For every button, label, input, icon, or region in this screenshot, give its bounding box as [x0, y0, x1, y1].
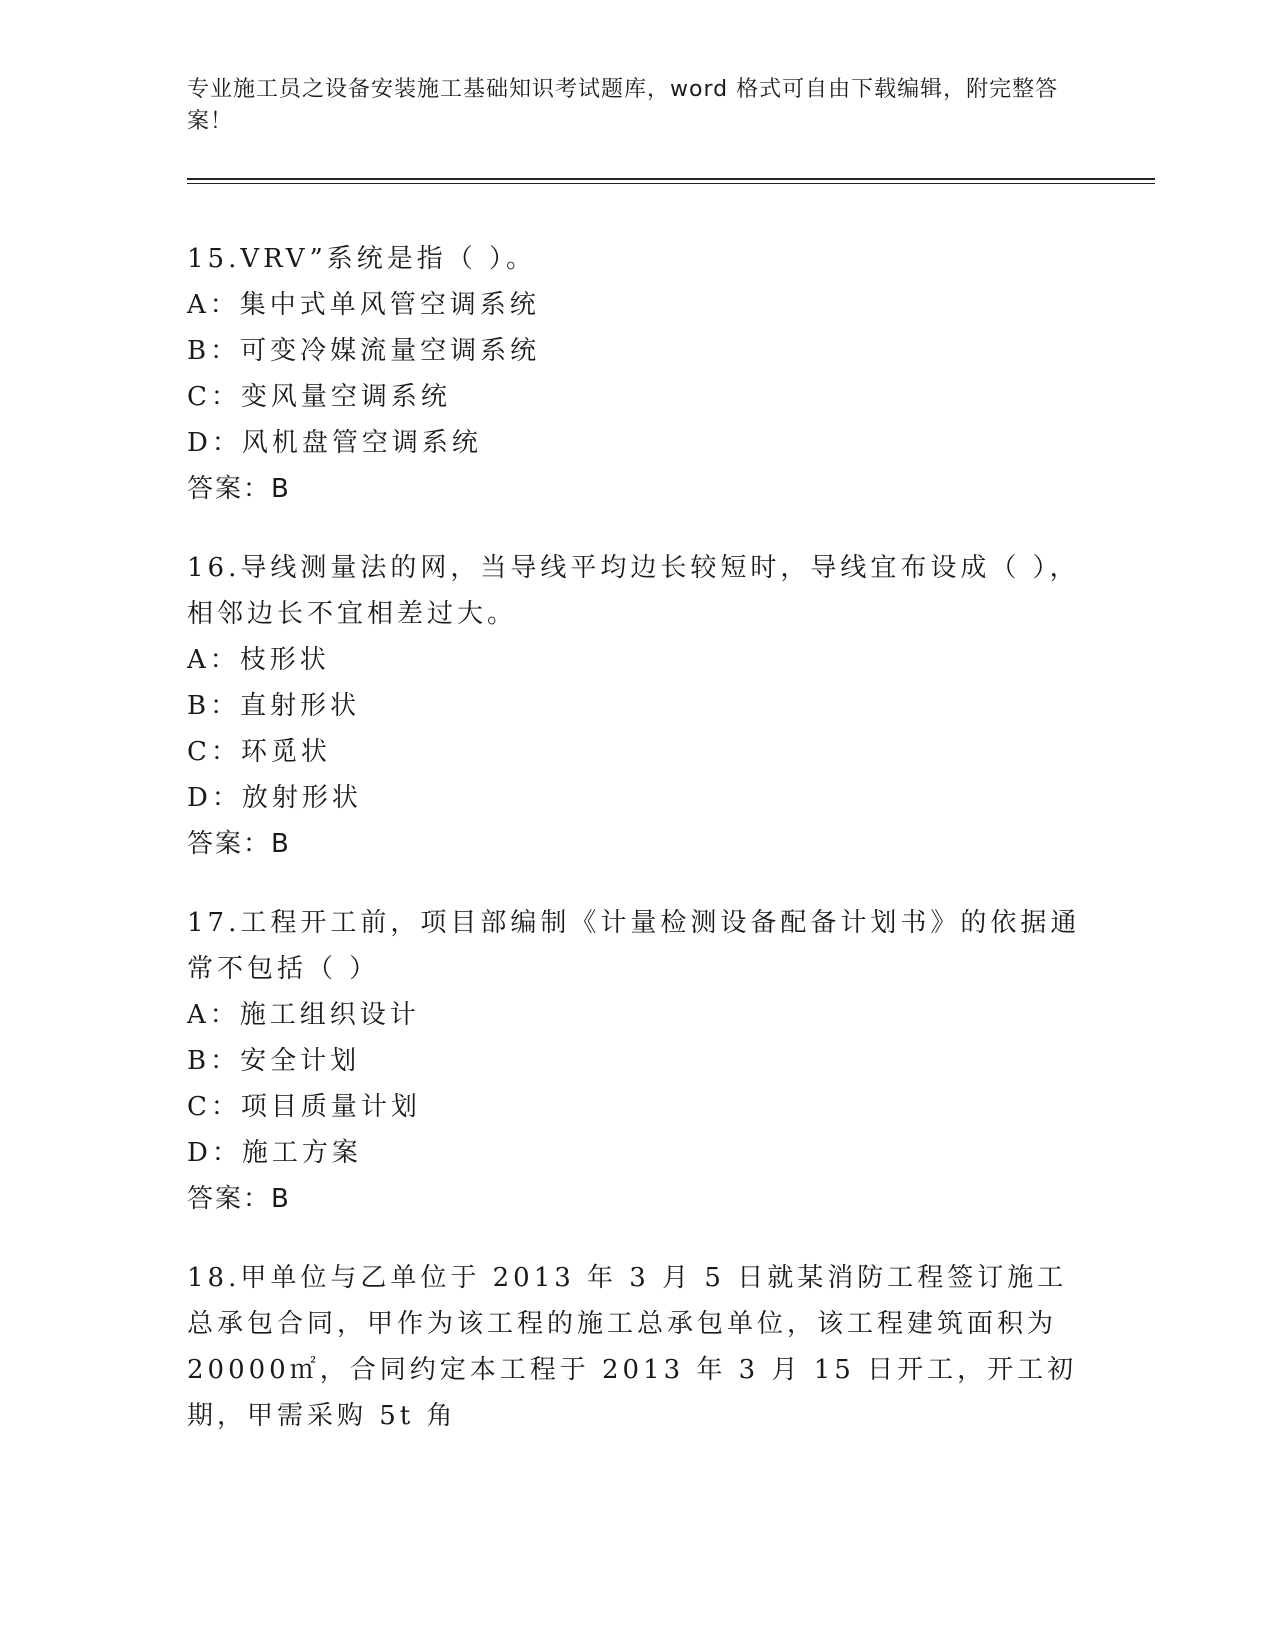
option-c: C：环觅状	[187, 737, 331, 767]
answer: 答案：B	[187, 1184, 291, 1214]
question-stem: 17.工程开工前，项目部编制《计量检测设备配备计划书》的依据通常不包括（ ）	[187, 908, 1081, 984]
option-d: D：放射形状	[187, 783, 362, 813]
option-a: A：枝形状	[187, 645, 330, 675]
header-divider-thin	[187, 183, 1155, 184]
question-stem: 15.VRV”系统是指（ ）。	[187, 244, 537, 274]
option-a: A：集中式单风管空调系统	[187, 290, 540, 320]
option-b: B：直射形状	[187, 691, 361, 721]
question-list	[187, 236, 1087, 1472]
option-c: C：变风量空调系统	[187, 382, 451, 412]
option-c: C：项目质量计划	[187, 1092, 421, 1122]
option-b: B：可变冷媒流量空调系统	[187, 336, 541, 366]
option-d: D：风机盘管空调系统	[187, 428, 482, 458]
option-b: B：安全计划	[187, 1046, 361, 1076]
answer: 答案：B	[187, 474, 291, 504]
header-divider	[187, 178, 1155, 180]
question-stem: 18.甲单位与乙单位于 2013 年 3 月 5 日就某消防工程签订施工总承包合同，甲作为该工程的施工总承包单位，该工程建筑面积为 20000㎡，合同约定本工程于 2013 年 3 月 15 日开工，开工初期，甲需采购 5t 角	[187, 1263, 1078, 1431]
document-header: 专业施工员之设备安装施工基础知识考试题库，word 格式可自由下载编辑，附完整答案！	[187, 77, 1059, 134]
question-18	[187, 1255, 1087, 1439]
option-a: A：施工组织设计	[187, 1000, 420, 1030]
question-15	[187, 236, 1087, 512]
question-16	[187, 545, 1087, 867]
question-17	[187, 900, 1087, 1222]
question-stem: 16.导线测量法的网，当导线平均边长较短时，导线宜布设成（ ），相邻边长不宜相差过大。	[187, 553, 1080, 629]
option-d: D：施工方案	[187, 1138, 362, 1168]
answer: 答案：B	[187, 829, 291, 859]
